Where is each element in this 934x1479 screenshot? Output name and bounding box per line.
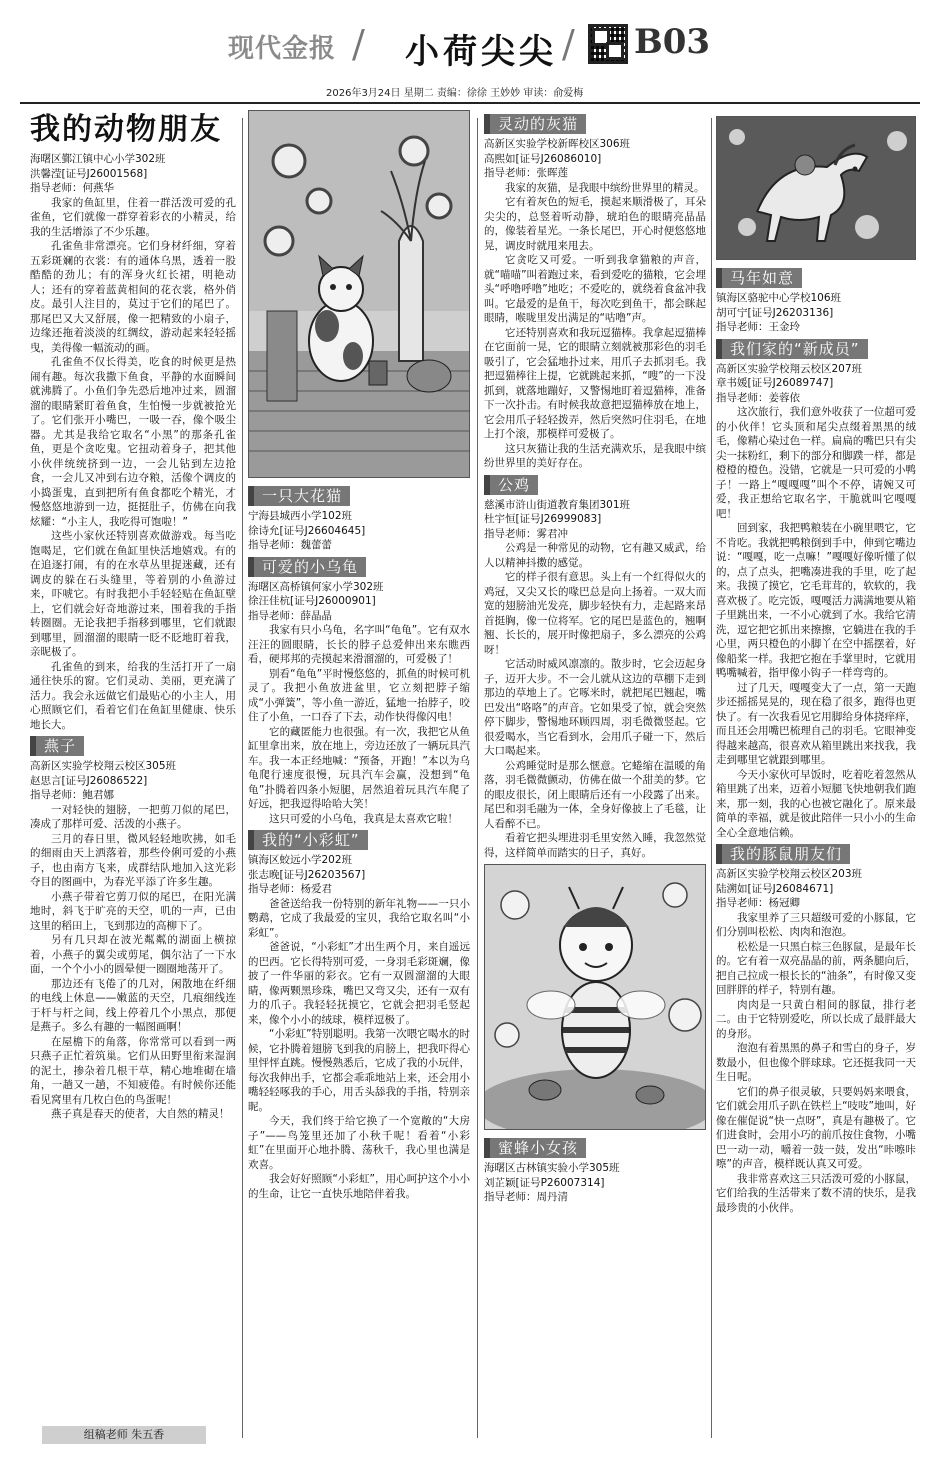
article-school: 宁海县城西小学102班: [248, 510, 353, 522]
article-teacher: 指导老师：张晖莲: [484, 167, 568, 179]
article-school: 高新区实验学校翔云校区203班: [716, 868, 863, 880]
article-paragraph: 它活动时威风凛凛的。散步时，它会迈起身子，迈开大步。不一会儿就从这边的草棚下走到那边的草地上了。它啄米时，就把尾巴翘起，嘴巴发出“咯咯”的声音。它如果受了惊，就会突然停下脚步，警惕地环顾四周，羽毛微微竖起。它很爱喝水，当它看到水，会用爪子碰一下，然后大口喝起来。: [484, 658, 706, 757]
article-author: 刘芷颖[证号P26007314]: [484, 1176, 605, 1189]
article-teacher: 指导老师：雾君冲: [484, 527, 568, 540]
article-school: 镇海区骆驼中心学校106班: [716, 292, 842, 304]
newspaper-brand: 现代金报: [228, 34, 337, 64]
article-teacher: 指导老师：鲍君娜: [30, 789, 114, 801]
article-paragraph: 三月的春日里，微风轻轻地吹拂，如毛的细雨由天上洒落着，那些伶俐可爱的小燕子，也由南方飞来，成群结队地加入这光彩夺目的图画中，为春光平添了许多生趣。: [30, 832, 236, 888]
article-title: 蜜蜂小女孩: [484, 1138, 586, 1158]
article-author: 高熙如[证号J26086010]: [484, 152, 602, 165]
section-title: 小荷尖尖: [405, 32, 557, 72]
article-paragraph: 它的样子很有意思。头上有一个红得似火的鸡冠，又尖又长的喙巴总是向上扬着。一双大而宽的翅膀油光发亮，脚步轻快有力，走起路来昂首挺胸，像一位将军。它的尾巴是蓝色的，翘啊翘、长长的，展开时像把扇子，多么漂亮的公鸡呀！: [484, 571, 706, 656]
article-title: 公鸡: [484, 475, 538, 495]
article-teacher: 指导老师：薛晶晶: [248, 609, 332, 622]
article-paragraph: 我会好好照顾“小彩虹”，用心呵护这个小小的生命，让它一直快乐地陪伴着我。: [248, 1173, 470, 1200]
article-paragraph: 爸爸说，“小彩虹”才出生两个月，来自遥远的巴西。它长得特别可爱，一身羽毛彩斑斓，像披了一件华丽的彩衣。它有一双圆溜溜的大眼睛，像两颗黑珍珠，嘴巴又弯又尖，还有一双有力的爪子。我轻轻抚摸它，它就会把羽毛竖起来，像个小小的绒球，模样逗极了。: [248, 941, 470, 1026]
article-title: 可爱的小乌龟: [248, 557, 366, 577]
article-paragraph: 回到家，我把鸭粮装在小碗里喂它，它不肯吃。我就把鸭粮倒到手中，伸到它嘴边说：“嘎嘎，吃一点嘛！”嘎嘎好像听懂了似的，点了点头，把嘴凑进我的手里，吃了起来。我摸了摸它，它毛茸茸的，软软的，我喜欢极了。吃完饭，嘎嘎活力满满地要从箱子里跳出来，一不小心就到了水。我给它清洗，逗它把它抓出来擦擦，它躺进在我的手心里，两只橙色的小脚丫在空中摇摆着，好像船桨一样。我把它抱在手掌里时，它就用鸭嘴喊着，指甲像小钩子一样弯弯的。: [716, 522, 916, 679]
article-paragraph: 今天，我们终于给它换了一个宽敞的“大房子”——鸟笼里还加了小秋千呢！看着“小彩虹”在里面开心地扑腾、荡秋千，我心里也满是欢喜。: [248, 1115, 470, 1171]
article-paragraph: 看着它把头埋进羽毛里安然入睡，我忽然觉得，这样简单而踏实的日子，真好。: [484, 832, 706, 859]
article-title: 燕子: [30, 736, 84, 756]
cat-painting-illustration: [249, 111, 470, 478]
article-school: 慈溪市浒山街道教育集团301班: [484, 498, 631, 511]
article-author: 张志晚[证号J26203567]: [248, 868, 366, 881]
article-title: 我的豚鼠朋友们: [716, 844, 850, 864]
article-paragraph: 肉肉是一只黄白相间的豚鼠，排行老二。由于它特别爱吃，所以长成了最胖最大的身形。: [716, 998, 916, 1040]
article-paragraph: 这些小家伙还特别喜欢做游戏。每当吃饱喝足，它们就在鱼缸里快活地嬉戏。有的在追逐打闹，有的在水草丛里捉迷藏，还有调皮的躲在石头缝里，等着别的小鱼游过来，吓唬它。有时我把小手轻轻贴在鱼缸壁上，它们就会好奇地游过来，围着我的手指转圈圈。无论我把手指移到哪里，它们就跟到哪里，圆溜溜的眼睛一眨不眨地盯着我，亲昵极了。: [30, 530, 236, 658]
article-title: 灵动的灰猫: [484, 114, 586, 134]
article-teacher: 指导老师：姜蓉依: [716, 391, 800, 404]
article-teacher: 指导老师：杨爱君: [248, 883, 332, 895]
column-divider: [242, 118, 243, 1438]
article-paragraph: 松松是一只黑白棕三色豚鼠，是最年长的。它有着一双亮晶晶的前，两条腿向后，把自己拉成一根长长的“油条”，有时像又变回胖胖的样子，特别有趣。: [716, 940, 916, 996]
article-paragraph: 我家有只小乌龟，名字叫“龟龟”。它有双水汪汪的圆眼睛，长长的脖子总爱伸出来东瞧西看，硬邦邦的壳摸起来滑溜溜的，可爱极了！: [248, 624, 470, 665]
main-title: 我的动物朋友: [30, 112, 222, 147]
article-school: 海曙区古林镇实验小学305班: [484, 1162, 620, 1174]
editor-credit: 组稿老师 朱五香: [42, 1426, 206, 1444]
article-paragraph: 今天小家伙可早饭时，吃着吃着忽然从箱里跳了出来，迈着小短腿飞快地朝我们跑来，那一刻，我的心也被它融化了。原来最简单的幸福，就是彼此陪伴一只小小的生命全心全意地信赖。: [716, 768, 916, 839]
article-school: 海曙区鄞江镇中心小学302班: [30, 153, 166, 165]
article-paragraph: 这只可爱的小乌龟，我真是太喜欢它啦！: [269, 812, 458, 825]
article-paragraph: 它有着灰色的短毛，摸起来顺滑极了，耳朵尖尖的，总竖着听动静，琥珀色的眼睛亮晶晶的，像装着星光。一条长尾巴，开心时便悠悠地晃，调皮时就甩来甩去。: [484, 196, 706, 252]
article-author: 赵思言[证号J26086522]: [30, 774, 148, 787]
article-title: 一只大花猫: [248, 486, 350, 506]
column-divider: [711, 118, 712, 1438]
article-teacher: 指导老师：王金玲: [716, 321, 800, 333]
masthead-rule: [20, 102, 920, 104]
article-paragraph: 它贪吃又可爱。一听到我拿猫粮的声音，就“喵喵”叫着跑过来，看到爱吃的猫粮，它会埋头“呼噜呼噜”地吃；不爱吃的，就绕着食盆冲我叫。它最爱的是鱼干，每次吃到鱼干，都会眯起眼睛，喉咙里发出满足的“咕噜”声。: [484, 254, 706, 324]
article-school: 海曙区高桥镇何家小学302班: [248, 580, 384, 593]
masthead-divider: /: [562, 22, 575, 66]
article-teacher: 指导老师：何燕华: [30, 182, 114, 194]
article-school: 高新区实验学校翔云校区207班: [716, 362, 863, 375]
article-paragraph: 爸爸送给我一份特别的新年礼物——一只小鹦鹉，它成了我最爱的宝贝，我给它取名叫“小彩虹”。: [248, 897, 470, 939]
article-title: 我的“小彩虹”: [248, 830, 368, 850]
article-author: 徐汪佳杭[证号J26000901]: [248, 595, 376, 607]
column-2: [248, 110, 470, 1459]
article-school: 镇海区蛟远小学202班: [248, 854, 353, 866]
article-paragraph: 孔雀鱼不仅长得美，吃食的时候更是热闹有趣。每次我撒下鱼食，平静的水面瞬间就沸腾了。小鱼们争先恐后地冲过来，圆溜溜的眼睛紧盯着鱼食，生怕慢一步就被抢光了。它们张开小嘴巴，一吸一吞，像个吸尘器。尤其是我给它取名“小黑”的那条孔雀鱼，更是个贪吃鬼。它扭动着身子，把其他小伙伴统统挤到一边，一会儿钻到左边抢食，一会儿又冲到右边夺粮，活像个调皮的小捣蛋鬼，直到把所有鱼食都吃个精光，才慢悠悠地游到一边，挺挺肚子，仿佛在向我炫耀：“小主人，我吃得可饱啦！”: [30, 356, 236, 528]
column-4: [716, 110, 916, 1459]
cat-painting: [248, 110, 470, 478]
bee-girl-painting: [484, 864, 706, 1130]
article-teacher: 指导老师：周丹清: [484, 1191, 568, 1203]
article-teacher: 指导老师：魏蕾蕾: [248, 539, 332, 551]
article-teacher: 指导老师：杨冠卿: [716, 897, 800, 909]
article-author: 胡可宁[证号J26203136]: [716, 306, 834, 319]
column-3: [484, 110, 706, 1459]
article-paragraph: 公鸡是一种常见的动物，它有趣又威武，给人以精神抖擞的感觉。: [484, 542, 706, 569]
article-paragraph: 孔雀鱼非常漂亮。它们身材纤细，穿着五彩斑斓的衣裳：有的通体乌黑，透着一股酷酷的劲儿；有的浑身火红长裙，明艳动人；还有的穿着蓝黄相间的花衣裳，格外俏皮。最引人注目的，莫过于它们的尾巴了。那尾巴又大又舒展，像一把精致的小扇子，边缘还拖着淡淡的红绸纹，游动起来轻轻摇曳，美得像一幅流动的画。: [30, 240, 236, 354]
article-paragraph: 燕子真是春天的使者，大自然的精灵！: [51, 1108, 230, 1120]
masthead: [0, 0, 934, 99]
article-paragraph: 别看“龟龟”平时慢悠悠的，抓鱼的时候可机灵了。我把小鱼放进盆里，它立刻把脖子缩成“小弹簧”，等小鱼一游近，猛地一抬脖子，咬住了小鱼，一口吞了下去，动作快得像闪电！: [248, 667, 470, 723]
article-paragraph: 另有几只却在波光粼粼的湖面上横掠着，小燕子的翼尖或剪尾，偶尔沾了一下水面，一个个小小的圆晕便一圈圈地荡开了。: [30, 934, 236, 975]
article-paragraph: 公鸡睡觉时是那么惬意。它蜷缩在温暖的角落，羽毛微微颤动，仿佛在做一个甜美的梦。它的眼皮很长，闭上眼睛后还有一小段露了出来。尾巴和羽毛融为一体，全身好像披上了毛毯，让人看醉不已。: [484, 759, 706, 830]
article-paragraph: 它还特别喜欢和我玩逗猫棒。我拿起逗猫棒在它面前一晃，它的眼睛立刻就被那彩色的羽毛吸引了，它会猛地扑过来，用爪子去抓羽毛。我把逗猫棒往上提，它就跳起来抓，“嗖”的一下没抓到，就落地蹦好，又警惕地盯着逗猫棒，准备下一次扑击。有时候我故意把逗猫棒放在地上，它会用爪子轻轻拨弄，然后突然叼住羽毛，在地上打个滚，那模样可爱极了。: [484, 326, 706, 440]
article-paragraph: 泡泡有着黑黑的鼻子和雪白的身子，岁数最小，但也像个胖球球。它还挺我同一天生日呢。: [716, 1042, 916, 1083]
article-school: 高新区实验学校新晖校区306班: [484, 138, 631, 150]
article-title: 马年如意: [716, 268, 802, 288]
article-author: 章书媛[证号J26089747]: [716, 377, 834, 389]
column-divider: [477, 118, 478, 1438]
column-1: [30, 110, 236, 1459]
dateline: 2026年3月24日 星期二 责编：徐徐 王妙妙 审读：俞爱梅: [326, 88, 584, 99]
horse-illustration: [717, 117, 916, 260]
article-author: 陆溯如[证号J26084671]: [716, 882, 834, 895]
article-school: 高新区实验学校翔云校区305班: [30, 760, 177, 772]
article-title: 我们家的“新成员”: [716, 339, 868, 359]
article-paragraph: 它们的鼻子很灵敏，只要妈妈来喂食，它们就会用爪子趴在铁栏上“吱吱”地叫，好像在催促说“快一点呀”，真是有趣极了。它们进食时，会用小巧的前爪按住食物，小嘴巴一动一动，嚼着一鼓一鼓，发出“咔嚓咔嚓”的声音，模样既认真又可爱。: [716, 1085, 916, 1170]
article-paragraph: 我家里养了三只超级可爱的小豚鼠，它们分别叫松松、肉肉和泡泡。: [716, 911, 916, 938]
article-paragraph: 孔雀鱼的到来，给我的生活打开了一扇通往快乐的窗。它们灵动、美丽，更充满了活力。我会永远做它们最贴心的小主人，用心照顾它们，看着它们在鱼缸里健康、快乐地长大。: [30, 660, 236, 731]
article-author: 徐诗允[证号J26604645]: [248, 524, 366, 537]
masthead-divider: /: [352, 22, 365, 66]
horse-painting: [716, 116, 916, 260]
article-paragraph: 我家的灰猫，是我眼中缤纷世界里的精灵。: [505, 181, 705, 194]
article-paragraph: 我非常喜欢这三只活泼可爱的小豚鼠，它们给我的生活带来了数不清的快乐，是我最珍贵的小伙伴。: [716, 1172, 916, 1214]
bee-girl-illustration: [485, 865, 706, 1130]
page-code: B03: [634, 22, 711, 62]
article-paragraph: 这次旅行，我们意外收获了一位超可爱的小伙伴！它头顶和尾尖点缀着黑黑的绒毛，像精心染过色一样。扁扁的嘴巴只有尖尖一抹粉红，剩下的部分和脚蹼一样，都是橙橙的橙色。没错，它就是一只可爱的小鸭子！一路上“嘎嘎嘎”叫个不停，请婉又可爱，我正想给它取名字，干脆就叫它嘎嘎吧！: [716, 406, 916, 520]
article-paragraph: 这只灰猫让我的生活充满欢乐，是我眼中缤纷世界里的美好存在。: [484, 442, 706, 469]
article-author: 杜宇恒[证号J26999083]: [484, 513, 602, 525]
article-paragraph: 在屋檐下的角落，你常常可以看到一两只燕子正忙着筑巢。它们从田野里衔来湿润的泥土，掺杂着几根干草，精心地堆砌在墙角，一趟又一趟，不知疲倦。有时候你还能看见窝里有几枚白色的鸟蛋呢！: [30, 1035, 236, 1106]
article-paragraph: 它的藏匿能力也很强。有一次，我把它从鱼缸里拿出来，放在地上，旁边还放了一辆玩具汽车。我一本正经地喊：“预备，开跑！”本以为乌龟爬行速度很慢，玩具汽车会赢，没想到“龟龟”扑腾着四条小短腿，居然追着玩具汽车爬了好远，把我逗得哈哈大笑！: [248, 725, 470, 810]
article-paragraph: 过了几天，嘎嘎变大了一点，第一天跑步还摇摇晃晃的，现在稳了很多，跑得也更快了。有一次我看见它用脚给身体挠痒痒，而且还会用嘴巴梳理自己的羽毛。它眼神变得越来越高，很喜欢从箱里跳出来找我，我走到哪里它就跟到哪里。: [716, 681, 916, 766]
article-paragraph: 那边还有飞倦了的几对，闲散地在纤细的电线上休息——嫩蓝的天空，几痕细线连于杆与杆之间，线上停着几个小黑点，那便是燕子。多么有趣的一幅图画啊！: [30, 977, 236, 1033]
qr-code-icon: [588, 24, 628, 64]
article-paragraph: 小燕子带着它剪刀似的尾巴，在阳光满地时，斜飞于旷亮的天空，叽的一声，已由这里的稻田上，飞到那边的高柳下了。: [30, 890, 236, 932]
article-author: 洪馨滢[证号J26001568]: [30, 167, 148, 180]
article-paragraph: 一对轻快的翅膀，一把剪刀似的尾巴，凑成了那样可爱、活泼的小燕子。: [30, 803, 236, 830]
article-paragraph: “小彩虹”特别聪明。我第一次喂它喝水的时候，它扑腾着翅膀飞到我的肩膀上，把我吓得心里怦怦直跳。慢慢熟悉后，它成了我的小玩伴，每次我伸出手，它都会乖乖地站上来，还会用小嘴轻轻啄我的手心，用舌头舔我的手指，特别亲昵。: [248, 1028, 470, 1113]
article-paragraph: 我家的鱼缸里，住着一群活泼可爱的孔雀鱼，它们就像一群穿着彩衣的小精灵，给我的生活增添了不少乐趣。: [30, 196, 236, 238]
